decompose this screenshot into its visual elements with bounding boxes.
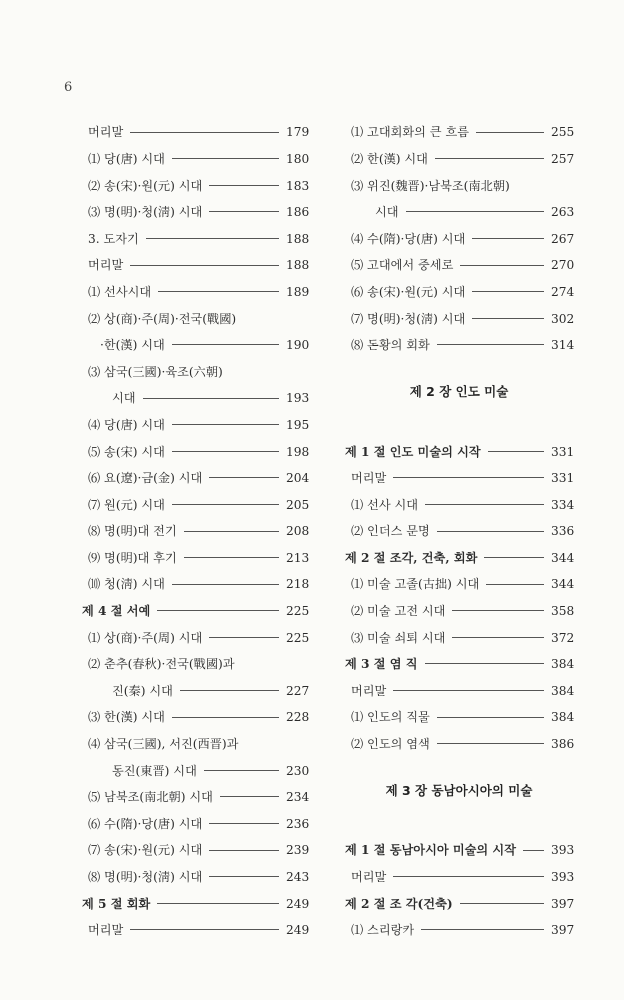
toc-entry-label: ⑷ 당(唐) 시대 [88, 417, 165, 432]
toc-entry-page: 243 [286, 870, 310, 885]
leader-line [472, 318, 544, 319]
toc-entry[interactable] [82, 750, 308, 777]
toc-entry[interactable] [82, 697, 308, 724]
leader-line [209, 477, 279, 478]
toc-entry-page: 267 [551, 231, 575, 246]
toc-entry-page: 344 [551, 550, 575, 565]
leader-line [172, 424, 279, 425]
toc-entry-page: 358 [551, 604, 575, 619]
toc-entry[interactable] [345, 670, 573, 697]
toc-entry[interactable] [82, 564, 308, 591]
leader-line [488, 451, 544, 452]
toc-entry-page: 193 [286, 391, 310, 406]
toc-entry[interactable] [82, 857, 308, 884]
leader-line [437, 531, 544, 532]
toc-entry-page: 183 [286, 178, 310, 193]
toc-entry-page: 213 [286, 550, 310, 565]
toc-entry-page: 331 [551, 471, 575, 486]
toc-entry[interactable] [345, 697, 573, 724]
leader-line [209, 823, 279, 824]
leader-line [143, 398, 279, 399]
leader-line [484, 557, 544, 558]
toc-entry-label: ⑷ 수(隋)·당(唐) 시대 [351, 231, 466, 246]
leader-line [220, 796, 279, 797]
toc-entry-label: ⑴ 당(唐) 시대 [88, 151, 165, 166]
leader-line [157, 903, 279, 904]
toc-entry-label: 시대 [112, 391, 136, 406]
toc-entry-page: 188 [286, 258, 310, 273]
toc-entry-page: 180 [286, 151, 310, 166]
toc-entry-page: 188 [286, 231, 310, 246]
toc-entry-page: 384 [551, 710, 575, 725]
leader-line [130, 265, 279, 266]
leader-line [209, 185, 279, 186]
toc-entry[interactable] [82, 458, 308, 485]
leader-line [209, 211, 279, 212]
toc-entry[interactable] [82, 351, 308, 378]
toc-entry[interactable] [345, 564, 573, 591]
toc-entry-page: 249 [286, 896, 310, 911]
toc-entry-page: 302 [551, 311, 575, 326]
toc-entry[interactable] [82, 670, 308, 697]
leader-line [476, 132, 544, 133]
toc-entry[interactable] [82, 192, 308, 219]
leader-line [130, 929, 279, 930]
toc-entry[interactable] [345, 484, 573, 511]
toc-entry-page: 393 [551, 870, 575, 885]
toc-entry-page: 234 [286, 790, 310, 805]
toc-entry-page: 331 [551, 444, 575, 459]
leader-line [460, 265, 544, 266]
toc-entry[interactable] [345, 857, 573, 884]
leader-line [486, 584, 544, 585]
toc-entry[interactable] [82, 431, 308, 458]
toc-entry-page: 205 [286, 497, 310, 512]
toc-entry-page: 179 [286, 125, 310, 140]
toc-entry-page: 334 [551, 497, 575, 512]
toc-entry[interactable] [82, 378, 308, 405]
toc-entry[interactable] [345, 218, 573, 245]
toc-entry-label: ⑵ 상(商)·주(周)·전국(戰國) [88, 311, 237, 326]
spacer [345, 803, 573, 830]
toc-entry-label: ⑴ 인도의 직물 [351, 710, 430, 725]
toc-entry[interactable] [345, 272, 573, 299]
leader-line [393, 876, 544, 877]
leader-line [180, 690, 279, 691]
chapter-heading: 제 3 장 동남아시아의 미술 [385, 783, 533, 799]
toc-entry-label: ⑵ 인더스 문명 [351, 524, 430, 539]
toc-entry-page: 336 [551, 524, 575, 539]
toc-section-entry[interactable] [345, 538, 573, 565]
toc-entry[interactable] [82, 245, 308, 272]
toc-entry-label: ·한(漢) 시대 [100, 338, 165, 353]
toc-entry[interactable] [82, 538, 308, 565]
toc-entry-page: 397 [551, 923, 575, 938]
toc-entry-page: 218 [286, 577, 310, 592]
toc-entry-label: 머리말 [88, 125, 124, 140]
toc-section-entry[interactable] [345, 644, 573, 671]
toc-entry-label: ⑴ 미술 고졸(古拙) 시대 [351, 577, 480, 592]
toc-entry-label: 제 3 절 염 직 [345, 657, 418, 672]
toc-entry[interactable] [82, 910, 308, 937]
toc-entry[interactable] [82, 165, 308, 192]
toc-entry[interactable] [82, 724, 308, 751]
toc-entry-label: ⑹ 송(宋)·원(元) 시대 [351, 284, 466, 299]
leader-line [460, 903, 544, 904]
toc-entry-label: ⑹ 수(隋)·당(唐) 시대 [88, 816, 203, 831]
toc-entry[interactable] [345, 245, 573, 272]
toc-entry[interactable] [82, 112, 308, 139]
toc-entry-page: 274 [551, 284, 575, 299]
toc-entry-page: 384 [551, 657, 575, 672]
toc-entry-label: ⑶ 명(明)·청(淸) 시대 [88, 205, 203, 220]
leader-line [172, 344, 279, 345]
toc-entry-label: 제 4 절 서예 [82, 604, 151, 619]
toc-entry[interactable] [345, 325, 573, 352]
leader-line [172, 717, 279, 718]
toc-entry-label: 3. 도자기 [88, 231, 139, 246]
toc-entry[interactable] [82, 511, 308, 538]
leader-line [393, 477, 544, 478]
toc-entry-page: 227 [286, 683, 310, 698]
toc-entry-label: ⑼ 명(明)대 후기 [88, 550, 177, 565]
toc-entry-label: 동진(東晋) 시대 [112, 763, 197, 778]
toc-entry-label: 머리말 [351, 683, 387, 698]
toc-entry[interactable] [345, 617, 573, 644]
leader-line [425, 663, 544, 664]
toc-entry-label: 머리말 [351, 471, 387, 486]
leader-line [209, 637, 279, 638]
toc-entry-page: 257 [551, 151, 575, 166]
leader-line [437, 344, 544, 345]
toc-entry-label: 제 2 절 조각, 건축, 회화 [345, 550, 478, 565]
toc-entry-page: 198 [286, 444, 310, 459]
leader-line [172, 584, 279, 585]
toc-entry-label: ⑵ 미술 고전 시대 [351, 604, 446, 619]
toc-entry-page: 344 [551, 577, 575, 592]
leader-line [472, 291, 544, 292]
toc-entry-label: 진(秦) 시대 [112, 683, 173, 698]
toc-entry-page: 270 [551, 258, 575, 273]
toc-entry-label: ⑻ 돈황의 회화 [351, 338, 430, 353]
toc-entry-page: 189 [286, 284, 310, 299]
spacer [345, 750, 573, 777]
leader-line [146, 238, 279, 239]
toc-entry-page: 263 [551, 205, 575, 220]
leader-line [421, 929, 544, 930]
toc-entry-label: ⑸ 남북조(南北朝) 시대 [88, 790, 213, 805]
toc-entry-label: ⑶ 미술 쇠퇴 시대 [351, 630, 446, 645]
toc-entry-label: ⑴ 고대회화의 큰 흐름 [351, 125, 469, 140]
toc-entry-label: ⑴ 선사 시대 [351, 497, 419, 512]
toc-entry-label: ⑷ 삼국(三國), 서진(西晋)과 [88, 737, 239, 752]
toc-left-column [82, 112, 308, 936]
toc-entry-page: 225 [286, 630, 310, 645]
toc-entry[interactable] [82, 139, 308, 166]
toc-entry-page: 225 [286, 604, 310, 619]
toc-entry[interactable] [82, 803, 308, 830]
spacer [345, 351, 573, 378]
toc-entry-page: 195 [286, 417, 310, 432]
toc-section-entry[interactable] [345, 830, 573, 857]
leader-line [172, 158, 279, 159]
toc-entry-label: 머리말 [88, 258, 124, 273]
leader-line [452, 637, 544, 638]
toc-entry-page: 230 [286, 763, 310, 778]
toc-entry-label: ⑴ 스리랑카 [351, 923, 415, 938]
toc-entry[interactable] [345, 511, 573, 538]
toc-entry[interactable] [82, 218, 308, 245]
toc-entry-label: ⑽ 청(淸) 시대 [88, 577, 165, 592]
leader-line [437, 743, 544, 744]
toc-entry[interactable] [82, 777, 308, 804]
toc-entry-page: 393 [551, 843, 575, 858]
toc-entry[interactable] [345, 298, 573, 325]
toc-entry[interactable] [345, 910, 573, 937]
toc-entry[interactable] [82, 272, 308, 299]
toc-entry-label: ⑹ 요(遼)·금(金) 시대 [88, 471, 203, 486]
toc-entry-label: 제 5 절 회화 [82, 896, 151, 911]
toc-entry-page: 228 [286, 710, 310, 725]
leader-line [425, 504, 544, 505]
toc-entry-page: 208 [286, 524, 310, 539]
toc-entry-page: 186 [286, 205, 310, 220]
leader-line [184, 531, 279, 532]
toc-entry-label: ⑶ 한(漢) 시대 [88, 710, 165, 725]
leader-line [435, 158, 544, 159]
toc-section-entry[interactable] [82, 883, 308, 910]
toc-entry-page: 372 [551, 630, 575, 645]
toc-entry-page: 190 [286, 338, 310, 353]
toc-entry-label: 제 1 절 인도 미술의 시작 [345, 444, 481, 459]
leader-line [204, 770, 279, 771]
toc-entry-label: 시대 [375, 205, 399, 220]
toc-entry-label: ⑵ 송(宋)·원(元) 시대 [88, 178, 203, 193]
toc-entry-label: ⑻ 명(明)대 전기 [88, 524, 177, 539]
toc-entry-page: 239 [286, 843, 310, 858]
toc-entry-label: ⑻ 명(明)·청(淸) 시대 [88, 870, 203, 885]
toc-entry[interactable] [82, 484, 308, 511]
toc-entry-page: 314 [551, 338, 575, 353]
toc-section-entry[interactable] [345, 431, 573, 458]
toc-entry[interactable] [345, 139, 573, 166]
leader-line [437, 717, 544, 718]
toc-entry[interactable] [82, 617, 308, 644]
leader-line [393, 690, 544, 691]
toc-entry-label: 머리말 [88, 923, 124, 938]
leader-line [184, 557, 279, 558]
leader-line [209, 876, 279, 877]
toc-right-column [345, 112, 573, 936]
toc-entry-label: ⑺ 명(明)·청(淸) 시대 [351, 311, 466, 326]
toc-entry-label: ⑺ 송(宋)·원(元) 시대 [88, 843, 203, 858]
toc-entry[interactable] [82, 644, 308, 671]
toc-entry-label: ⑸ 송(宋) 시대 [88, 444, 165, 459]
toc-entry-page: 236 [286, 816, 310, 831]
toc-entry[interactable] [345, 192, 573, 219]
toc-entry-label: ⑴ 상(商)·주(周) 시대 [88, 630, 203, 645]
toc-entry-label: ⑵ 춘추(春秋)·전국(戰國)과 [88, 657, 235, 672]
toc-entry[interactable] [82, 405, 308, 432]
toc-section-entry[interactable] [82, 591, 308, 618]
toc-entry[interactable] [82, 298, 308, 325]
leader-line [472, 238, 544, 239]
toc-entry-label: ⑵ 한(漢) 시대 [351, 151, 428, 166]
toc-entry-page: 204 [286, 471, 310, 486]
leader-line [406, 211, 544, 212]
leader-line [172, 504, 279, 505]
toc-entry-page: 255 [551, 125, 575, 140]
page-number: 6 [64, 80, 73, 95]
leader-line [130, 132, 279, 133]
leader-line [172, 451, 279, 452]
toc-entry-page: 249 [286, 923, 310, 938]
toc-entry[interactable] [345, 724, 573, 751]
toc-entry[interactable] [82, 830, 308, 857]
toc-entry-label: ⑺ 원(元) 시대 [88, 497, 165, 512]
toc-section-entry[interactable] [345, 883, 573, 910]
toc-entry-page: 386 [551, 737, 575, 752]
leader-line [158, 291, 279, 292]
toc-entry[interactable] [82, 325, 308, 352]
leader-line [452, 610, 544, 611]
toc-entry[interactable] [345, 591, 573, 618]
toc-entry-label: 제 2 절 조 각(건축) [345, 896, 453, 911]
leader-line [523, 850, 544, 851]
toc-entry-label: ⑴ 선사시대 [88, 284, 152, 299]
toc-entry-label: ⑸ 고대에서 중세로 [351, 258, 454, 273]
toc-entry-page: 397 [551, 896, 575, 911]
leader-line [157, 610, 279, 611]
toc-entry-label: ⑵ 인도의 염색 [351, 737, 430, 752]
toc-entry[interactable] [345, 165, 573, 192]
spacer [345, 405, 573, 432]
toc-entry-label: 제 1 절 동남아시아 미술의 시작 [345, 843, 516, 858]
toc-entry-label: 머리말 [351, 870, 387, 885]
chapter-heading: 제 2 장 인도 미술 [409, 384, 509, 400]
toc-entry[interactable] [345, 112, 573, 139]
toc-entry-label: ⑶ 삼국(三國)·육조(六朝) [88, 364, 223, 379]
leader-line [209, 850, 279, 851]
toc-entry[interactable] [345, 458, 573, 485]
toc-entry-page: 384 [551, 683, 575, 698]
toc-entry-label: ⑶ 위진(魏晋)·남북조(南北朝) [351, 178, 510, 193]
